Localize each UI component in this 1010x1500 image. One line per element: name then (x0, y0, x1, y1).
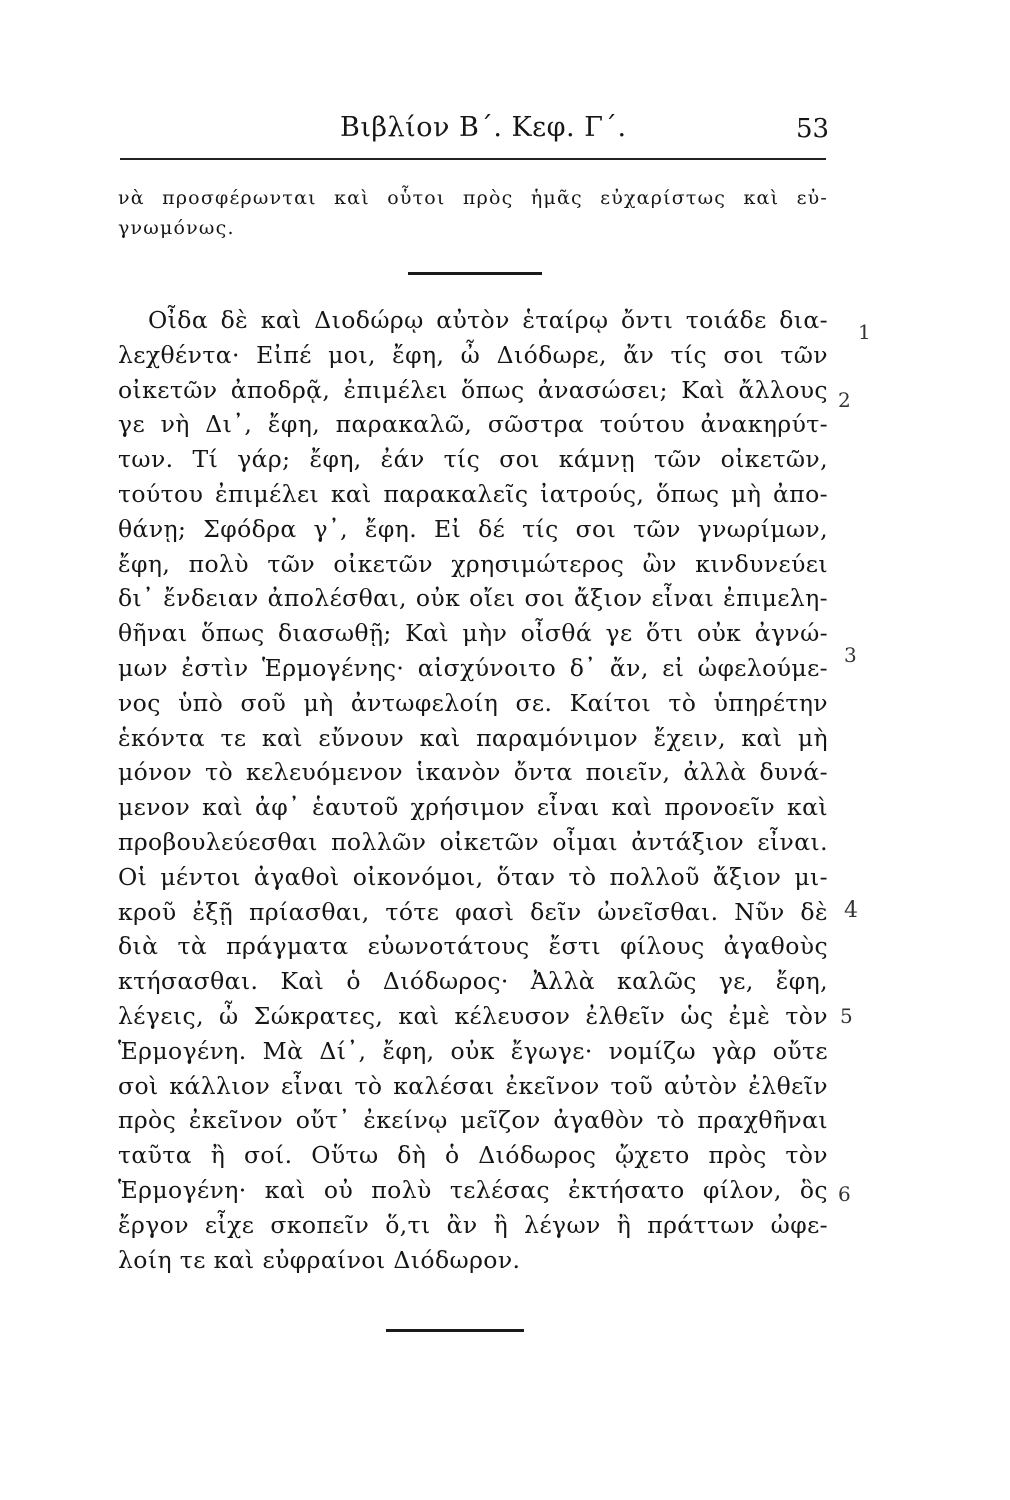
text-line: των. Τί γάρ; ἔφη, ἐάν τίς σοι κάμνῃ τῶν οἰκετῶν, (118, 445, 828, 474)
main-paragraph (118, 303, 828, 1277)
text-line: ἔργον εἶχε σκοπεῖν ὅ,τι ἂν ἢ λέγων ἢ πράττων ὠφε- (118, 1210, 828, 1239)
text-line: θάνῃ; Σφόδρα γ᾽, ἔφη. Εἰ δέ τίς σοι τῶν γνωρίμων, (118, 514, 828, 543)
margin-number: 4 (844, 898, 858, 923)
text-line: σοὶ κάλλιον εἶναι τὸ καλέσαι ἐκεῖνον τοῦ αὐτὸν ἐλθεῖν (118, 1071, 828, 1100)
margin-number: 5 (840, 1004, 853, 1028)
header-rule (120, 158, 826, 160)
text-line: τούτου ἐπιμέλει καὶ παρακαλεῖς ἰατρούς, ὅπως μὴ ἀπο- (118, 479, 828, 508)
text-line: λέγεις, ὦ Σώκρατες, καὶ κέλευσον ἐλθεῖν ὡς ἐμὲ τὸν (118, 1001, 828, 1030)
text-line: δι᾽ ἔνδειαν ἀπολέσθαι, οὐκ οἴει σοι ἄξιον εἶναι ἐπιμελη- (118, 584, 828, 613)
text-line: κτήσασθαι. Καὶ ὁ Διόδωρος· Ἀλλὰ καλῶς γε, ἔφη, (118, 967, 828, 996)
text-line: διὰ τὰ πράγματα εὐωνοτάτους ἔστι φίλους ἀγαθοὺς (118, 932, 828, 961)
text-line: νὰ προσφέρωνται καὶ οὗτοι πρὸς ἡμᾶς εὐχαρίστως καὶ εὐ- (118, 187, 828, 209)
text-line: πρὸς ἐκεῖνον οὔτ᾽ ἐκείνῳ μεῖζον ἀγαθὸν τὸ πραχθῆναι (118, 1106, 828, 1135)
text-line: Οἱ μέντοι ἀγαθοὶ οἰκονόμοι, ὅταν τὸ πολλοῦ ἄξιον μι- (118, 862, 828, 891)
margin-number: 1 (858, 320, 871, 344)
text-line: Οἶδα δὲ καὶ Διοδώρῳ αὐτὸν ἑταίρῳ ὄντι τοιάδε δια- (148, 306, 828, 334)
text-line: λοίη τε καὶ εὐφραίνοι Διόδωρον. (118, 1245, 521, 1274)
end-divider (386, 1329, 524, 1332)
text-line: μων ἐστὶν Ἑρμογένης· αἰσχύνοιτο δ᾽ ἄν, εἰ ὠφελούμε- (118, 653, 828, 682)
text-line: ἔφη, πολὺ τῶν οἰκετῶν χρησιμώτερος ὢν κινδυνεύει (118, 549, 828, 578)
text-line: μενον καὶ ἀφ᾽ ἑαυτοῦ χρήσιμον εἶναι καὶ προνοεῖν καὶ (118, 793, 828, 822)
text-line: ἑκόντα τε καὶ εὔνουν καὶ παραμόνιμον ἔχειν, καὶ μὴ (118, 723, 828, 752)
section-divider (408, 272, 542, 275)
text-line: μόνον τὸ κελευόμενον ἱκανὸν ὄντα ποιεῖν, ἀλλὰ δυνά- (118, 758, 828, 787)
fragment-paragraph (118, 183, 828, 243)
text-line: προβουλεύεσθαι πολλῶν οἰκετῶν οἶμαι ἀντάξιον εἶναι. (118, 827, 828, 856)
text-line: οἰκετῶν ἀποδρᾷ, ἐπιμέλει ὅπως ἀνασώσει; Καὶ ἄλλους (118, 375, 828, 404)
text-line: γε νὴ Δι᾽, ἔφη, παρακαλῶ, σῶστρα τούτου ἀνακηρύτ- (118, 410, 828, 439)
text-line: Ἑρμογένη· καὶ οὐ πολὺ τελέσας ἐκτήσατο φίλον, ὃς (118, 1175, 828, 1204)
text-line: θῆναι ὅπως διασωθῇ; Καὶ μὴν οἶσθά γε ὅτι οὐκ ἀγνώ- (118, 619, 828, 648)
margin-number: 3 (844, 643, 857, 667)
text-line: νος ὑπὸ σοῦ μὴ ἀντωφελοίη σε. Καίτοι τὸ ὑπηρέτην (118, 688, 828, 717)
text-line: Ἑρμογένη. Μὰ Δί᾽, ἔφη, οὐκ ἔγωγε· νομίζω γὰρ οὔτε (118, 1036, 828, 1065)
margin-number: 2 (838, 388, 851, 412)
margin-number: 6 (838, 1182, 851, 1206)
text-line: ταῦτα ἢ σοί. Οὕτω δὴ ὁ Διόδωρος ᾤχετο πρὸς τὸν (118, 1141, 828, 1170)
page-number: 53 (796, 114, 830, 144)
running-head: Βιβλίον Β΄. Κεφ. Γ΄. (340, 112, 627, 143)
text-line: λεχθέντα· Εἰπέ μοι, ἔφη, ὦ Διόδωρε, ἄν τίς σοι τῶν (118, 340, 828, 369)
text-line: γνωμόνως. (118, 217, 235, 239)
text-line: κροῦ ἐξῇ πρίασθαι, τότε φασὶ δεῖν ὠνεῖσθαι. Νῦν δὲ (118, 897, 828, 926)
